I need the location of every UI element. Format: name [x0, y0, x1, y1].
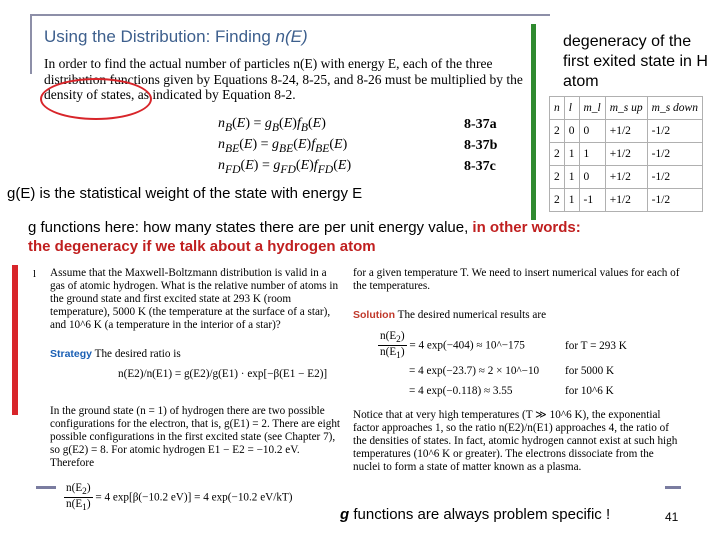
table-row — [550, 143, 703, 166]
table-cell: 2 — [550, 166, 565, 189]
table-cell: 2 — [550, 120, 565, 143]
highlight-circle — [40, 78, 152, 120]
strategy-label: Strategy — [50, 348, 93, 360]
equation-8-37b: $n_{BE}(E) = g_{BE}(E)f_{BE}(E)$ — [218, 137, 348, 155]
equation-number-b: 8-37b — [464, 138, 498, 153]
table-cell: 2 — [550, 143, 565, 166]
equation-8-37c: $n_{FD}(E) = g_{FD}(E)f_{FD}(E)$ — [218, 158, 352, 176]
bottom-note — [340, 506, 610, 523]
solution-row-5000K: = 4 exp(−23.7) ≈ 2 × 10^−10 — [409, 365, 540, 377]
solution-value: = 4 exp(−404) ≈ 10^−175 — [409, 339, 525, 352]
table-cell: 2 — [550, 189, 565, 212]
green-divider — [531, 24, 536, 220]
frame-left-line — [30, 14, 32, 74]
header-ml: m_l — [579, 97, 605, 120]
table-cell: 0 — [579, 166, 605, 189]
table-cell: 0 — [579, 120, 605, 143]
table-cell: 0 — [564, 120, 579, 143]
g-functions-highlight-2: the degeneracy if we talk about a hydrogen atom — [28, 238, 376, 255]
table-cell: 1 — [564, 189, 579, 212]
title-text: Using the Distribution: Finding — [44, 27, 276, 46]
degeneracy-table — [549, 96, 703, 212]
table-cell: +1/2 — [605, 143, 647, 166]
table-row — [550, 189, 703, 212]
table-cell: -1/2 — [647, 120, 702, 143]
ground-state-text: In the ground state (n = 1) of hydrogen there are two possible configurations for the electron, that is, g(E1) = 2. There are eight possible configurations in the first excited state (see Chapter 7), so g(E2) = 8. For atomic hydrogen E1 − E2 = −10.2 eV. Therefore — [50, 405, 341, 469]
page-number: 41 — [665, 510, 679, 524]
degeneracy-label: degeneracy of the first exited state in H atom — [563, 33, 708, 90]
equation-number-a: 8-37a — [464, 117, 497, 132]
example-marker: l — [33, 268, 37, 280]
ratio-fraction: $\frac{n(E_2)}{n(E_1)}$ — [66, 482, 91, 514]
table-cell: -1/2 — [647, 143, 702, 166]
equation-number-c: 8-37c — [464, 159, 496, 174]
intro-paragraph: In order to find the actual number of particles n(E) with energy E, each of the three distribution functions given by Equations 8-24, 8-25, and 8-26 must be multiplied by the density of states, as indicated by Equation 8-2. — [44, 56, 523, 102]
solution-row-293K: $\frac{n(E_2)}{n(E_1)}$ = 4 exp(−404) ≈ 10^−175 — [380, 330, 525, 362]
table-cell: 1 — [564, 143, 579, 166]
solution-label-5000K: for 5000 K — [565, 365, 615, 377]
final-equation — [64, 482, 293, 513]
table-cell: -1 — [579, 189, 605, 212]
frame-top-line — [30, 14, 550, 16]
strategy-text: The desired ratio is — [94, 348, 181, 360]
table-cell: +1/2 — [605, 120, 647, 143]
bottom-g: g — [340, 506, 350, 523]
ratio-equation: n(E2)/n(E1) = g(E2)/g(E1) · exp[−β(E1 − E2)] — [118, 368, 328, 380]
equation-8-37a: $n_B(E) = g_B(E)f_B(E)$ — [218, 116, 326, 134]
title-variable: n(E) — [275, 27, 308, 46]
table-cell: -1/2 — [647, 189, 702, 212]
table-cell: +1/2 — [605, 166, 647, 189]
notice-paragraph: Notice that at very high temperatures (T ≫ 10^6 K), the exponential factor approaches 1, so the ratio n(E2)/n(E1) approaches 4, the ratio of the densities of states. In fact, atomic hydrogen cannot exist at such high temperatures (10^6 K or greater). The electrons dissociate from the nuclei to form a state of matter known as a plasma. — [353, 409, 678, 473]
final-equation-text: = 4 exp[β(−10.2 eV)] = 4 exp(−10.2 eV/kT) — [95, 491, 293, 504]
red-side-bar — [12, 265, 18, 415]
header-l: l — [564, 97, 579, 120]
header-n: n — [550, 97, 565, 120]
table-cell: -1/2 — [647, 166, 702, 189]
solution-label-293K: for T = 293 K — [565, 340, 627, 352]
right-intro-text: for a given temperature T. We need to insert numerical values for each of the temperatures. — [353, 267, 680, 292]
table-cell: +1/2 — [605, 189, 647, 212]
solution-row-1e6K: = 4 exp(−0.118) ≈ 3.55 — [409, 385, 513, 397]
solution-label: Solution — [353, 309, 395, 321]
g-functions-text: g functions here: how many states there are per unit energy value, — [28, 219, 473, 236]
header-ms-down: m_s down — [647, 97, 702, 120]
solution-label-1e6K: for 10^6 K — [565, 385, 614, 397]
g-functions-highlight-1: in other words: — [472, 219, 581, 236]
strategy-line — [50, 348, 350, 360]
solution-text: The desired numerical results are — [397, 309, 547, 321]
bottom-text: functions are always problem specific ! — [349, 506, 611, 523]
table-row — [550, 166, 703, 189]
statistical-weight-statement: g(E) is the statistical weight of the state with energy E — [7, 185, 363, 202]
bottom-rule-left — [36, 486, 56, 489]
bottom-rule-right — [665, 486, 681, 489]
header-ms-up: m_s up — [605, 97, 647, 120]
slide-title — [44, 27, 308, 47]
table-header-row — [550, 97, 703, 120]
table-row — [550, 120, 703, 143]
example-question: Assume that the Maxwell-Boltzmann distribution is valid in a gas of atomic hydrogen. What is the relative number of atoms in the ground state and first excited state at 293 K (room temperature), 5000 K (the temperature at the surface of a star), and 10^6 K (a temperature in the interior of a star)? — [50, 267, 339, 331]
g-functions-explanation — [28, 218, 708, 256]
table-cell: 1 — [579, 143, 605, 166]
solution-line — [353, 309, 683, 321]
table-cell: 1 — [564, 166, 579, 189]
